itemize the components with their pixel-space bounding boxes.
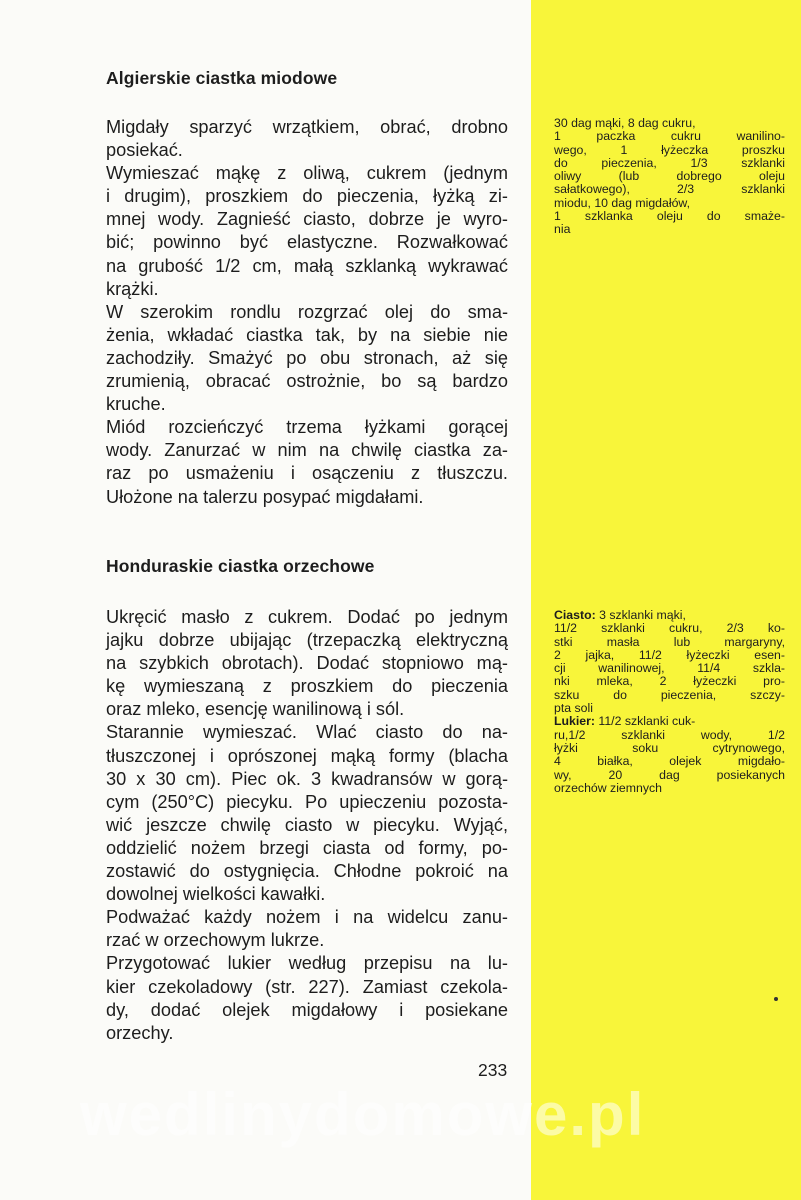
text-line: Starannie wymieszać. Wlać ciasto do na- xyxy=(106,722,508,743)
ciasto-label: Ciasto: xyxy=(554,608,596,622)
text-line: dowolnej wielkości kawałki. xyxy=(106,884,326,905)
recipe2-ingredients xyxy=(554,609,785,795)
ingredient-line: pta soli xyxy=(554,701,593,716)
text-line: posiekać. xyxy=(106,140,183,161)
ingredient-line: 4 białka, olejek migdało- xyxy=(554,754,785,769)
text-line: mnej wody. Zagnieść ciasto, dobrze je wyro- xyxy=(106,209,508,230)
ingredient-line xyxy=(554,609,785,622)
ingredient-line: 11/2 szklanki cukru, 2/3 ko- xyxy=(554,621,785,636)
text-line: raz po usmażeniu i osączeniu z tłuszczu. xyxy=(106,463,508,484)
recipe1-title: Algierskie ciastka miodowe xyxy=(106,68,338,88)
lukier-text: 11/2 szklanki cuk- xyxy=(595,714,696,729)
ingredient-line: szku do pieczenia, szczy- xyxy=(554,687,785,702)
text-line: rzać w orzechowym lukrze. xyxy=(106,930,325,951)
ciasto-text: 3 szklanki mąki, xyxy=(595,608,686,622)
recipe2-instructions xyxy=(106,606,508,1045)
ingredient-line: 1 szklanka oleju do smaże- xyxy=(554,209,785,224)
watermark: wedlinydomowe.pl xyxy=(80,1081,646,1148)
ingredient-line: 1 paczka cukru wanilino- xyxy=(554,129,785,144)
text-line: Ułożone na talerzu posypać migdałami. xyxy=(106,486,424,507)
text-line: bić; powinno być elastyczne. Rozwałkować xyxy=(106,232,508,253)
text-line: Migdały sparzyć wrzątkiem, obrać, drobno xyxy=(106,117,508,137)
text-line: Miód rozcieńczyć trzema łyżkami gorącej xyxy=(106,417,508,438)
text-line: 30 x 30 cm). Piec ok. 3 kwadransów w gorą- xyxy=(106,768,508,789)
speck-mark xyxy=(774,997,778,1001)
text-line: Podważać każdy nożem i na widelcu zanu- xyxy=(106,907,508,928)
ingredient-line: nia xyxy=(554,222,571,237)
text-line: na grubość 1/2 cm, małą szklanką wykrawać xyxy=(106,255,508,276)
ingredient-line: oliwy (lub dobrego oleju xyxy=(554,169,785,184)
ingredient-line: wego, 1 łyżeczka proszku xyxy=(554,142,785,157)
text-line: wody. Zanurzać w nim na chwilę ciastka za- xyxy=(106,440,508,461)
text-line: Przygotować lukier według przepisu na lu- xyxy=(106,953,508,974)
text-line: i drugim), proszkiem do pieczenia, łyżką zi- xyxy=(106,186,508,207)
text-line: żenia, wkładać ciastka tak, by na siebie nie xyxy=(106,324,508,345)
text-line: dy, dodać olejek migdałowy i posiekane xyxy=(106,999,508,1020)
text-line: W szerokim rondlu rozgrzać olej do sma- xyxy=(106,301,508,322)
text-line: kę wymieszaną z proszkiem do pieczenia xyxy=(106,676,508,697)
ingredient-line: łyżki soku cytrynowego, xyxy=(554,740,785,755)
ingredient-line xyxy=(554,715,785,728)
text-line: orzechy. xyxy=(106,1022,174,1043)
recipe1-instructions xyxy=(106,116,508,509)
ingredient-line: do pieczenia, 1/3 szklanki xyxy=(554,155,785,170)
ingredient-line: miodu, 10 dag migdałów, xyxy=(554,195,691,210)
recipe1-ingredients xyxy=(554,117,785,237)
text-line: zrumienią, obracać ostrożnie, bo są bardzo xyxy=(106,371,508,392)
ingredient-line: ru,1/2 szklanki wody, 1/2 xyxy=(554,727,785,742)
ingredient-line: 30 dag mąki, 8 dag cukru, xyxy=(554,116,696,130)
recipe2-title: Honduraskie ciastka orzechowe xyxy=(106,556,375,576)
ingredient-line: sałatkowego), 2/3 szklanki xyxy=(554,182,785,197)
text-line: zachodziły. Smażyć po obu stronach, aż się xyxy=(106,347,508,368)
text-line: cym (250°C) piecyku. Po upieczeniu pozosta- xyxy=(106,791,508,812)
ingredient-line: wy, 20 dag posiekanych xyxy=(554,767,785,782)
ingredient-line: orzechów ziemnych xyxy=(554,780,662,795)
text-line: jajku dobrze ubijając (trzepaczką elektryczną xyxy=(106,630,508,651)
text-line: na szybkich obrotach). Dodać stopniowo mą- xyxy=(106,653,508,674)
text-line: tłuszczonej i oprószonej mąką formy (blacha xyxy=(106,745,508,766)
page-number: 233 xyxy=(478,1060,508,1080)
text-line: wić jeszcze chwilę ciasto w piecyku. Wyjąć, xyxy=(106,814,508,835)
text-line: oddzielić nożem brzegi ciasta od formy, po- xyxy=(106,837,508,858)
lukier-label: Lukier: xyxy=(554,714,595,729)
text-line: Ukręcić masło z cukrem. Dodać po jednym xyxy=(106,607,508,627)
text-line: krążki. xyxy=(106,278,159,299)
ingredient-line: 2 jajka, 11/2 łyżeczki esen- xyxy=(554,647,785,662)
text-line: kruche. xyxy=(106,394,166,415)
text-line: Wymieszać mąkę z oliwą, cukrem (jednym xyxy=(106,163,508,184)
ingredient-line: nki mleka, 2 łyżeczki pro- xyxy=(554,674,785,689)
text-line: kier czekoladowy (str. 227). Zamiast czekola- xyxy=(106,976,508,997)
text-line: zostawić do ostygnięcia. Chłodne pokroić na xyxy=(106,861,508,882)
ingredient-line: cji wanilinowej, 11/4 szkla- xyxy=(554,661,785,676)
ingredient-line: stki masła lub margaryny, xyxy=(554,634,785,649)
text-line: oraz mleko, esencję wanilinową i sól. xyxy=(106,699,405,720)
